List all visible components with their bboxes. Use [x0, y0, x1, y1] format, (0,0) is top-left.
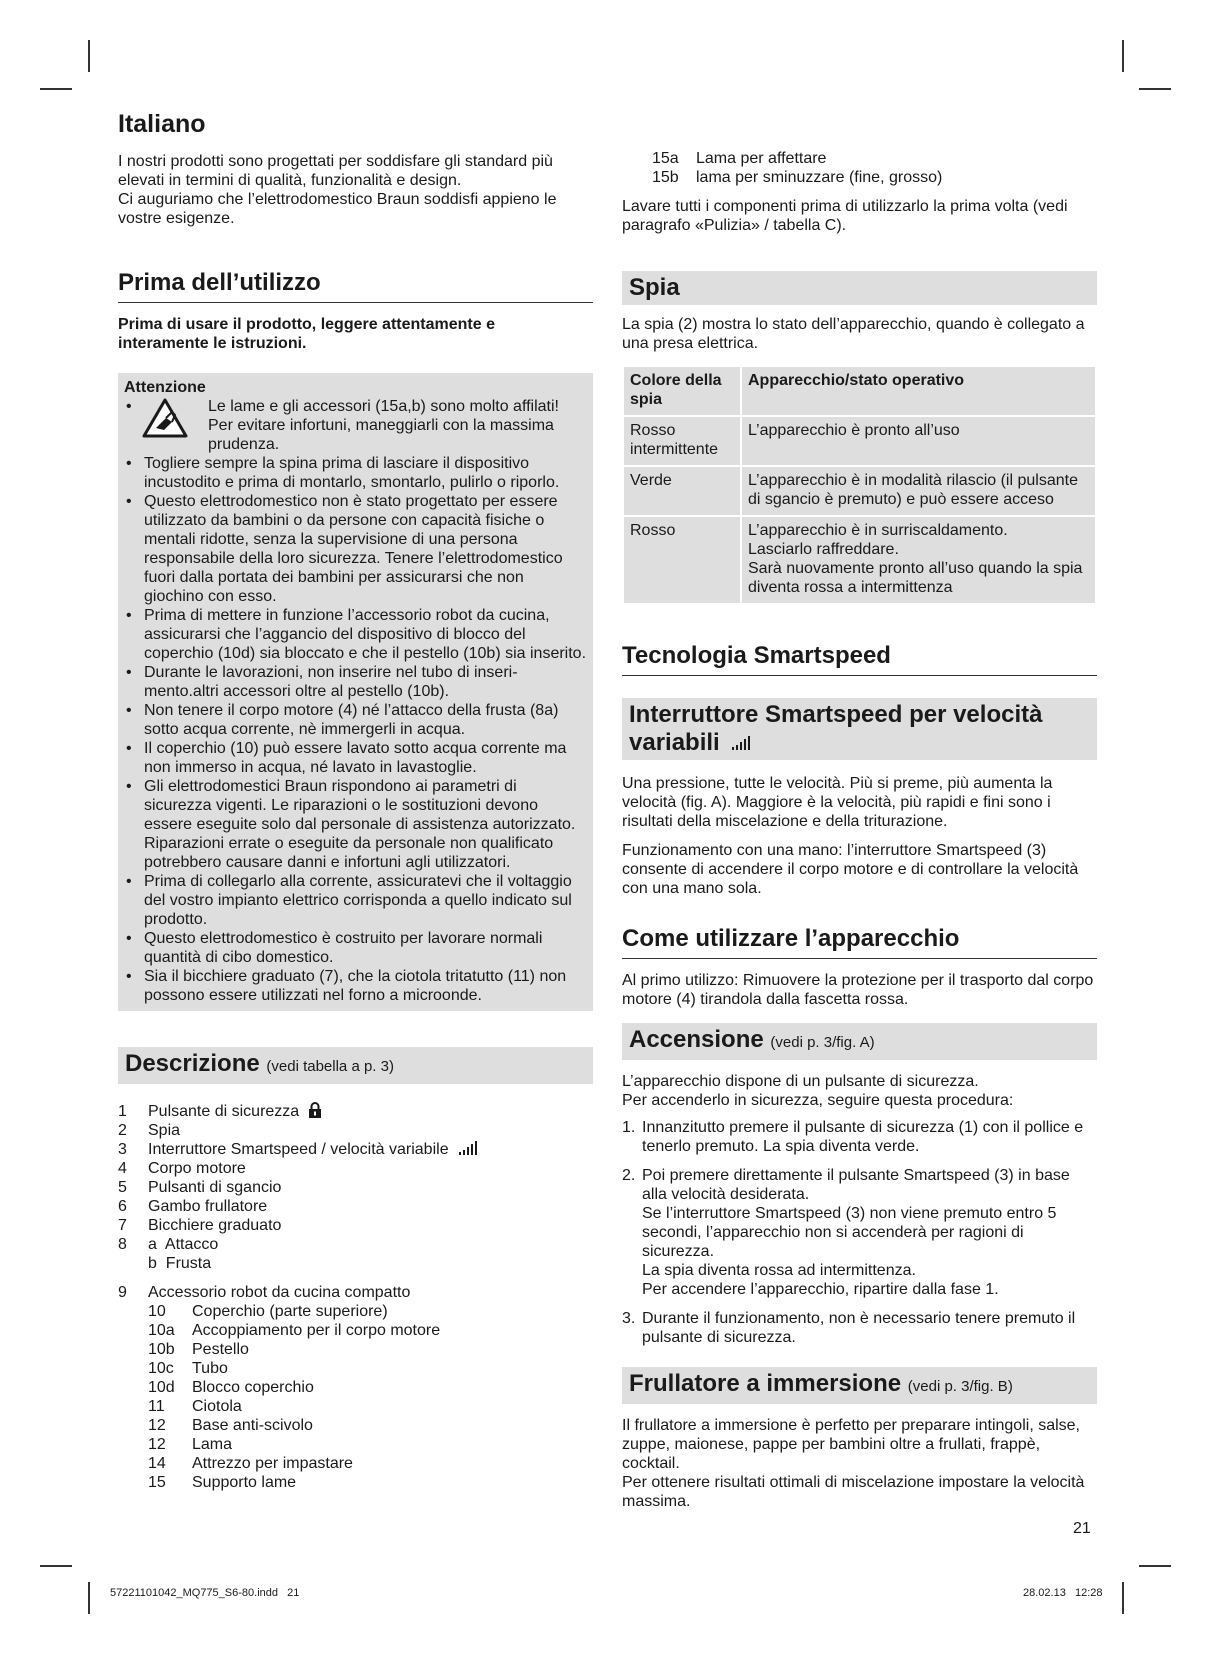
list-item: 5 Pulsanti di sgancio — [118, 1179, 282, 1196]
sharp-blade-warning-icon — [142, 398, 188, 438]
warning-item: • Non tenere il corpo motore (4) né l’attacco della frusta (8a) sotto acqua corrente, nè immergerli in acqua. — [124, 701, 587, 739]
table-row: Verde L’apparecchio è in modalità rilascio (il pulsante di sgancio è premuto) e può essere acceso — [623, 466, 1096, 516]
right-column — [622, 149, 1097, 1511]
warning-item: • Gli elettrodomestici Braun rispondono ai parametri di sicurezza vigenti. Le riparazioni o le sostituzioni devono essere eseguite solo dal personale di assistenza autorizzato. Riparazioni errate o eseguite da personale non qualificato potrebbero causare danni e infortuni agli utilizzatori. — [124, 777, 587, 872]
warning-item — [124, 397, 587, 454]
crop-mark — [40, 1565, 72, 1567]
list-item: 15 Supporto lame — [148, 1474, 297, 1491]
smartspeed-text: Funzionamento con una mano: l’interruttore Smartspeed (3) consente di accendere il corpo motore e di controllare la velocità con una mano sola. — [622, 842, 1079, 897]
list-item: 4 Corpo motore — [118, 1160, 246, 1177]
list-item: 14 Attrezzo per impastare — [148, 1455, 353, 1472]
language-heading: Italiano — [118, 110, 206, 138]
table-row: Rosso intermittente L’apparecchio è pronto all’uso — [623, 416, 1096, 466]
list-item: 6 Gambo frullatore — [118, 1198, 268, 1215]
list-item: 15a Lama per affettare — [652, 150, 827, 167]
section-heading-accensione: Accensione (vedi p. 3/fig. A) — [622, 1023, 1097, 1060]
list-item: 8 a Attacco — [118, 1236, 219, 1253]
list-item: 3 Interruttore Smartspeed / velocità variabile — [118, 1140, 593, 1159]
warning-item: • Questo elettrodomestico è costruito per lavorare normali quantità di cibo domestico. — [124, 929, 587, 967]
warning-item: • Prima di collegarlo alla corrente, assicuratevi che il voltaggio del vostro impianto elettrico corrisponda a quello indicato sul prodotto. — [124, 872, 587, 929]
crop-mark — [1122, 40, 1124, 72]
steps-list — [622, 1118, 1097, 1347]
frullatore-text: Il frullatore a immersione è perfetto per preparare intingoli, salse, zuppe, maionese, pappe per bambini oltre a frullati, frappè, cocktail. — [622, 1417, 1080, 1472]
warning-item: • Sia il bicchiere graduato (7), che la ciotola tritatutto (11) non possono essere utilizzati nel forno a microonde. — [124, 967, 587, 1005]
list-item: 12 Base anti-scivolo — [148, 1417, 313, 1434]
list-item: 10d Blocco coperchio — [148, 1379, 314, 1396]
sub-list — [118, 1302, 593, 1492]
section-heading-interruttore: Interruttore Smartspeed per velocità variabili — [622, 698, 1097, 760]
warning-item: • Questo elettrodomestico non è stato progettato per essere utilizzato da bambini o da persone con capacità fisiche o mentali ridotte, senza la supervisione di una persona responsabile della loro sicurezza. Tenere l’elettrodomestico fuori dalla portata dei bambini per assicurarsi che non giochino con esso. — [124, 492, 587, 606]
table-header — [623, 366, 1096, 416]
table-row: Rosso L’apparecchio è in surriscaldamento. Lasciarlo raffreddare. Sarà nuovamente pronto all’uso quando la spia diventa rossa a intermittenza — [623, 516, 1096, 604]
wash-instruction: Lavare tutti i componenti prima di utilizzarlo la prima volta (vedi paragrafo «Pulizia» / tabella C). — [622, 198, 1068, 234]
left-column — [118, 110, 593, 1492]
list-item: 7 Bicchiere graduato — [118, 1217, 282, 1234]
crop-mark — [88, 1582, 90, 1614]
warning-item: • Prima di mettere in funzione l’accessorio robot da cucina, assicurarsi che l’aggancio del dispositivo di blocco del coperchio (10d) sia bloccato e che il pestello (10b) sia inserito. — [124, 606, 587, 663]
list-item: 10b Pestello — [148, 1341, 249, 1358]
accensione-text: Per accenderlo in sicurezza, seguire questa procedura: — [622, 1092, 1014, 1109]
list-item: 9 Accessorio robot da cucina compatto — [118, 1284, 411, 1301]
step-item: 3. Durante il funzionamento, non è necessario tenere premuto il pulsante di sicurezza. — [622, 1310, 1076, 1346]
warning-item: • Togliere sempre la spina prima di lasciare il dispositivo incustodito e prima di montarlo, smontarlo, pulirlo o riporlo. — [124, 454, 587, 492]
list-item: 15b lama per sminuzzare (fine, grosso) — [652, 169, 943, 186]
list-item: 11 Ciotola — [148, 1398, 242, 1415]
crop-mark — [40, 88, 72, 90]
step-item: 2. Poi premere direttamente il pulsante Smartspeed (3) in base alla velocità desiderata. Se l’interruttore Smartspeed (3) non viene premuto entro 5 secondi, l’apparecchio non si accenderà per ragioni di sicurezza. La spia diventa rossa ad intermittenza. Per accendere l’apparecchio, ripartire dalla fase 1. — [622, 1167, 1070, 1298]
section-heading-descrizione — [118, 1047, 593, 1084]
crop-mark — [1139, 88, 1171, 90]
warning-item: • Durante le lavorazioni, non inserire nel tubo di inseri-mento.altri accessori oltre al pestello (10b). — [124, 663, 587, 701]
spia-text: La spia (2) mostra lo stato dell’apparecchio, quando è collegato a una presa elettrica. — [622, 316, 1085, 352]
list-item: b Frusta — [148, 1255, 212, 1272]
description-list — [118, 1102, 593, 1492]
section-heading-spia: Spia — [622, 271, 1097, 305]
warning-text: Le lame e gli accessori (15a,b) sono molto affilati! Per evitare infortuni, maneggiarli con la massima prudenza. — [208, 398, 559, 453]
speed-bars-icon — [732, 736, 752, 750]
list-item: 10a Accoppiamento per il corpo motore — [148, 1322, 441, 1339]
intro-text: I nostri prodotti sono progettati per soddisfare gli standard più elevati in termini di qualità, funzionalità e design. — [118, 153, 553, 189]
crop-mark — [1139, 1565, 1171, 1567]
page-number: 21 — [1073, 1520, 1091, 1537]
description-list-continued — [622, 149, 1097, 187]
frullatore-text: Per ottenere risultati ottimali di miscelazione impostare la velocità massima. — [622, 1474, 1085, 1510]
list-item: 12 Lama — [148, 1436, 233, 1453]
intro-text: Ci auguriamo che l’elettrodomestico Braun soddisfi appieno le vostre esigenze. — [118, 191, 557, 227]
crop-mark — [1122, 1582, 1124, 1614]
smartspeed-text: Una pressione, tutte le velocità. Più si preme, più aumenta la velocità (fig. A). Maggiore è la velocità, più rapidi e fini sono i risultati della miscelazione e della triturazione. — [622, 775, 1053, 830]
table-header-cell: Apparecchio/stato operativo — [741, 366, 1096, 416]
section-heading-smartspeed: Tecnologia Smartspeed — [622, 641, 1097, 676]
section-heading-come-utilizzare: Come utilizzare l’apparecchio — [622, 924, 1097, 959]
table-header-cell: Colore della spia — [623, 366, 741, 416]
print-slug-date: 28.02.13 12:28 — [1023, 1587, 1103, 1599]
descrizione-title: Descrizione — [125, 1050, 260, 1077]
accensione-text: L’apparecchio dispone di un pulsante di sicurezza. — [622, 1073, 979, 1090]
step-item: 1. Innanzitutto premere il pulsante di sicurezza (1) con il pollice e tenerlo premuto. La spia diventa verde. — [622, 1119, 1084, 1155]
speed-bars-icon — [459, 1141, 479, 1155]
prima-instruction: Prima di usare il prodotto, leggere attentamente e interamente le istruzioni. — [118, 316, 495, 352]
indicator-table — [622, 365, 1097, 605]
attenzione-label: Attenzione — [124, 379, 206, 396]
list-item: 10c Tubo — [148, 1360, 228, 1377]
come-text: Al primo utilizzo: Rimuovere la protezione per il trasporto dal corpo motore (4) tirandola dalla fascetta rossa. — [622, 972, 1094, 1008]
print-slug-file: 57221101042_MQ775_S6-80.indd 21 — [110, 1587, 300, 1599]
list-item: 1 Pulsante di sicurezza — [118, 1102, 593, 1121]
warning-box — [118, 373, 593, 1011]
lock-icon — [308, 1102, 322, 1118]
section-heading-frullatore: Frullatore a immersione (vedi p. 3/fig. B) — [622, 1367, 1097, 1404]
descrizione-subtitle: (vedi tabella a p. 3) — [266, 1058, 394, 1075]
warning-list — [124, 397, 587, 1005]
section-heading-prima: Prima dell’utilizzo — [118, 268, 593, 303]
list-item: 2 Spia — [118, 1122, 181, 1139]
list-item: 10 Coperchio (parte superiore) — [148, 1303, 388, 1320]
crop-mark — [88, 40, 90, 72]
warning-item: • Il coperchio (10) può essere lavato sotto acqua corrente ma non immerso in acqua, né lavato in lavastoglie. — [124, 739, 587, 777]
